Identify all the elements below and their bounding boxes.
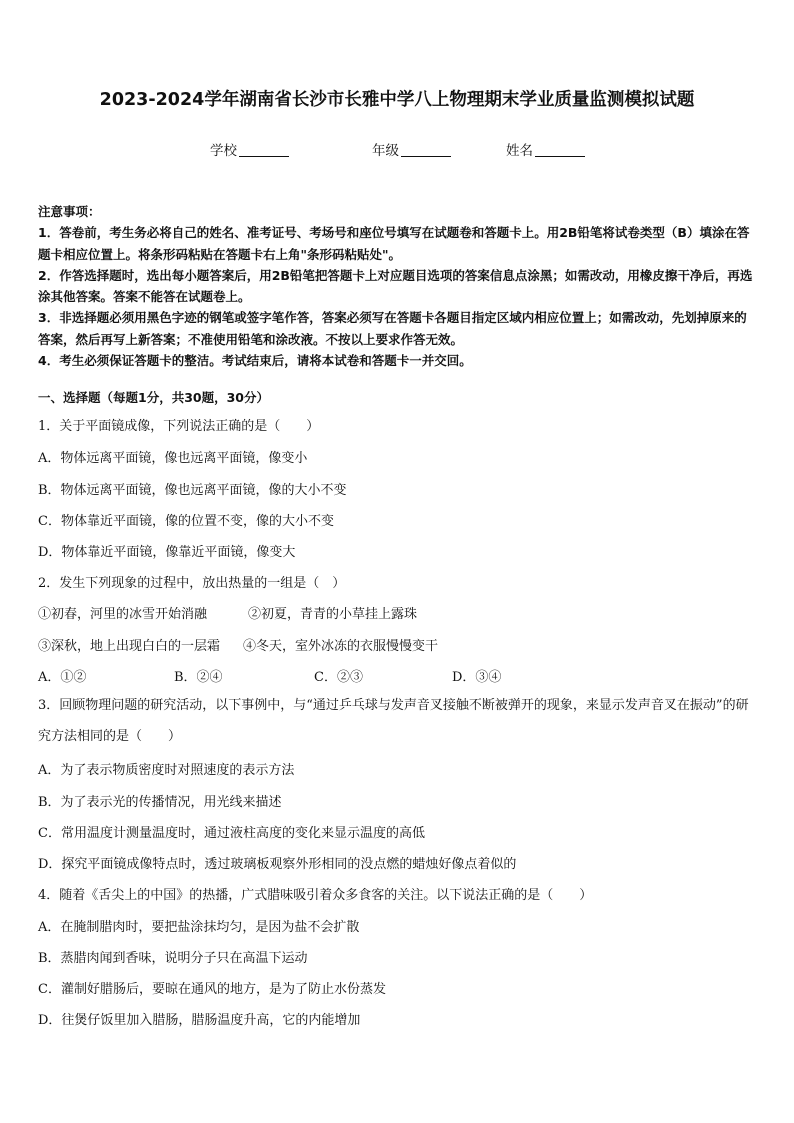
name-label: 姓名 xyxy=(506,143,533,159)
question-4-option-a: A．在腌制腊肉时，要把盐涂抹均匀，是因为盐不会扩散 xyxy=(38,920,360,935)
question-2-option-a: A．①② xyxy=(38,670,87,685)
question-1-option-d: D．物体靠近平面镜，像靠近平面镜，像变大 xyxy=(38,545,296,560)
question-4-option-d: D．往煲仔饭里加入腊肠，腊肠温度升高，它的内能增加 xyxy=(38,1013,361,1028)
note-item-3: 3．非选择题必须用黑色字迹的钢笔或签字笔作答，答案必须写在答题卡各题目指定区域内相应位置上；如需改动，先划掉原来的答案，然后再写上新答案；不准使用铅笔和涂改液。不按以上要求作答无效。 xyxy=(38,310,747,347)
question-2-options xyxy=(38,666,758,686)
question-3-option-c: C．常用温度计测量温度时，通过液柱高度的变化来显示温度的高低 xyxy=(38,826,425,841)
question-4-option-c: C．灌制好腊肠后，要晾在通风的地方，是为了防止水份蒸发 xyxy=(38,982,386,997)
grade-field xyxy=(372,139,451,159)
student-info-row xyxy=(0,139,794,159)
question-1-stem: 1．关于平面镜成像，下列说法正确的是（ ） xyxy=(38,419,320,434)
school-field xyxy=(210,139,289,159)
question-2-item-4: ④冬天，室外冰冻的衣服慢慢变干 xyxy=(243,639,439,654)
question-2-option-d: D．③④ xyxy=(452,670,502,685)
question-2-option-b: B．②④ xyxy=(174,670,223,685)
page-title: 2023-2024学年湖南省长沙市长雅中学八上物理期末学业质量监测模拟试题 xyxy=(99,90,695,110)
school-blank[interactable] xyxy=(239,142,289,157)
question-2-items-row-1 xyxy=(38,603,758,623)
grade-blank[interactable] xyxy=(401,142,451,157)
note-item-4: 4．考生必须保证答题卡的整洁。考试结束后，请将本试卷和答题卡一并交回。 xyxy=(38,353,472,369)
name-field xyxy=(506,139,585,159)
name-blank[interactable] xyxy=(535,142,585,157)
question-3-option-a: A．为了表示物质密度时对照速度的表示方法 xyxy=(38,763,295,778)
exam-notes xyxy=(38,201,758,371)
section-title: 一、选择题（每题1分，共30题，30分） xyxy=(38,390,269,405)
question-4-option-b: B．蒸腊肉闻到香味，说明分子只在高温下运动 xyxy=(38,951,308,966)
question-1-option-b: B．物体远离平面镜，像也远离平面镜，像的大小不变 xyxy=(38,483,347,498)
notes-heading: 注意事项： xyxy=(38,204,101,219)
question-1-option-c: C．物体靠近平面镜，像的位置不变，像的大小不变 xyxy=(38,514,334,529)
note-item-1: 1．答卷前，考生务必将自己的姓名、准考证号、考场号和座位号填写在试题卷和答题卡上。用2B铅笔将试卷类型（B）填涂在答题卡相应位置上。将条形码粘贴在答题卡右上角"条形码粘贴处"。 xyxy=(38,225,750,262)
question-2-stem: 2．发生下列现象的过程中，放出热量的一组是（ ） xyxy=(38,576,346,591)
school-label: 学校 xyxy=(210,143,237,159)
question-2-item-3: ③深秋，地上出现白白的一层霜 xyxy=(38,639,221,654)
question-2-item-2: ②初夏，青青的小草挂上露珠 xyxy=(248,607,418,622)
question-3-stem: 3．回顾物理问题的研究活动，以下事例中，与“通过乒乓球与发声音叉接触不断被弹开的现象，来显示发声音叉在振动”的研究方法相同的是（ ） xyxy=(38,698,749,744)
note-item-2: 2．作答选择题时，选出每小题答案后，用2B铅笔把答题卡上对应题目选项的答案信息点涂黑；如需改动，用橡皮擦干净后，再选涂其他答案。答案不能答在试题卷上。 xyxy=(38,267,753,305)
question-2-option-c: C．②③ xyxy=(314,670,363,685)
question-1-option-a: A．物体远离平面镜，像也远离平面镜，像变小 xyxy=(38,451,308,466)
question-3-option-b: B．为了表示光的传播情况，用光线来描述 xyxy=(38,795,282,810)
question-2-items-row-2 xyxy=(38,635,758,655)
question-2-item-1: ①初春，河里的冰雪开始消融 xyxy=(38,607,208,622)
question-3-option-d: D．探究平面镜成像特点时，透过玻璃板观察外形相同的没点燃的蜡烛好像点着似的 xyxy=(38,857,517,872)
question-4-stem: 4．随着《舌尖上的中国》的热播，广式腊味吸引着众多食客的关注。以下说法正确的是（ ） xyxy=(38,888,593,903)
grade-label: 年级 xyxy=(372,143,399,159)
